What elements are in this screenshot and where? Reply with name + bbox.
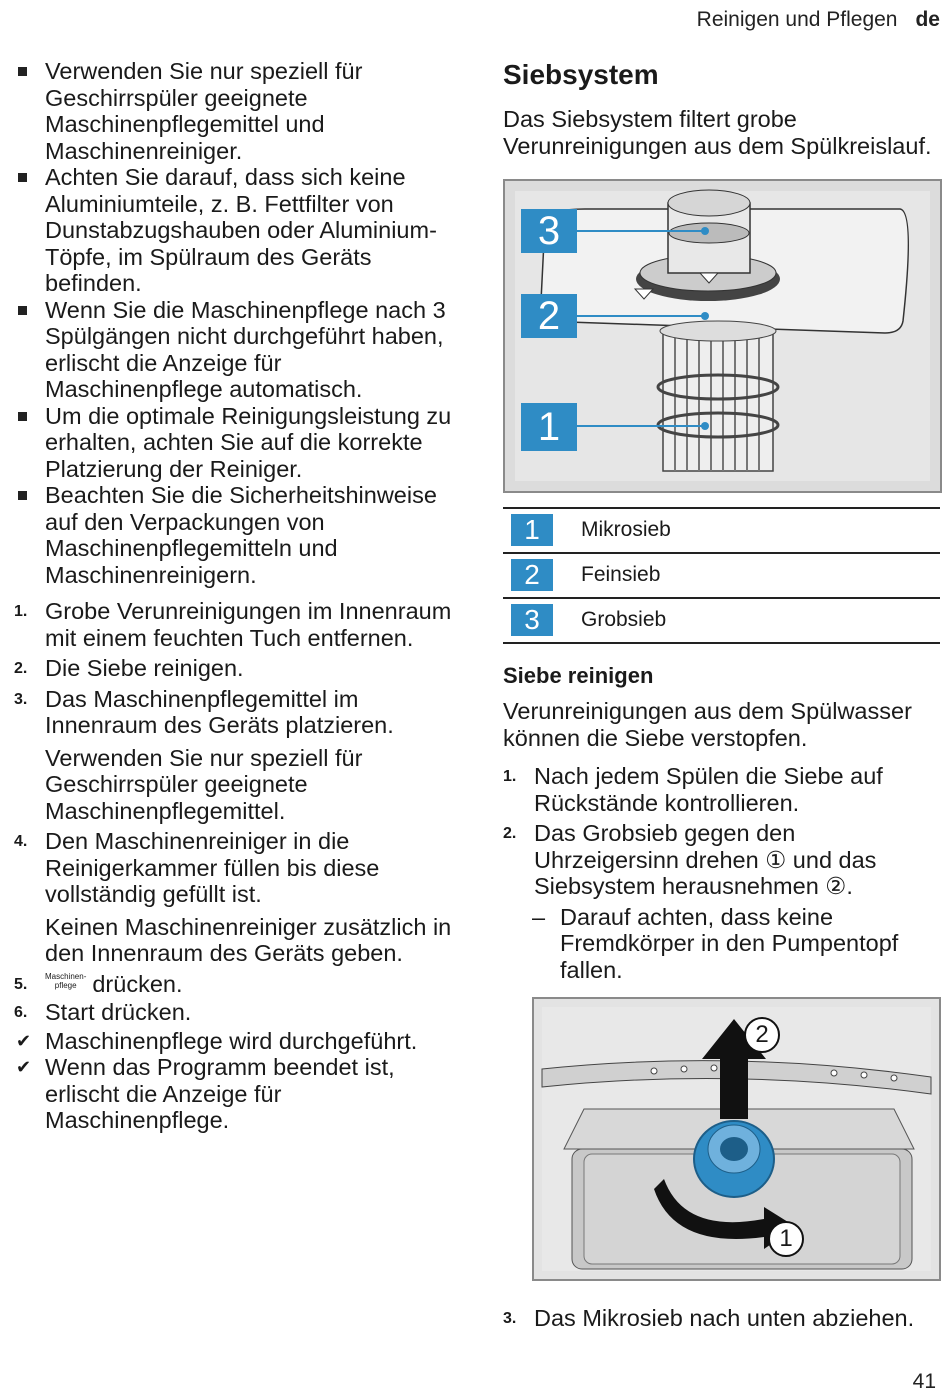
legend-label: Feinsieb <box>581 553 940 598</box>
square-bullet-icon <box>18 67 27 76</box>
checkmark-icon: ✔ <box>16 1030 32 1051</box>
bullet-item: Verwenden Sie nur speziell für Geschirrspüler geeignete Maschinenpflegemittel und Maschinenreiniger. <box>14 58 454 164</box>
language-code: de <box>915 8 940 31</box>
step-item: 1. Grobe Verunreinigungen im Innenraum mit einem feuchten Tuch entfernen. <box>14 598 452 651</box>
left-column <box>14 58 454 1134</box>
step-item: 6. Start drücken. <box>14 999 192 1025</box>
table-row <box>503 508 940 553</box>
section-heading: Siebsystem <box>503 59 659 90</box>
legend-number: 2 <box>511 559 553 591</box>
table-row <box>503 553 940 598</box>
square-bullet-icon <box>18 412 27 421</box>
step-item: 4. Den Maschinenreiniger in die Reinigerkammer füllen bis diese vollständig gefüllt ist. <box>14 828 380 907</box>
callout-1: 1 <box>521 403 577 451</box>
step-item: 1. Nach jedem Spülen die Siebe auf Rückstände kontrollieren. <box>503 763 883 816</box>
section-title: Reinigen und Pflegen <box>696 8 898 31</box>
bullet-item: Wenn Sie die Maschinenpflege nach 3 Spülgängen nicht durchgeführt haben, erlischt die Anzeige für Maschinenpflege automatisch. <box>14 297 454 403</box>
checkmark-icon: ✔ <box>16 1057 32 1077</box>
step-note: Keinen Maschinenreiniger zusätzlich in den Innenraum des Geräts geben. <box>45 913 452 966</box>
legend-number: 3 <box>511 604 553 636</box>
step-note: Verwenden Sie nur speziell für Geschirrspüler geeignete Maschinenpflegemittel. <box>45 744 363 824</box>
marker-2: 2 <box>755 1021 769 1048</box>
result-item: ✔ Wenn das Programm beendet ist, erlischt die Anzeige für Maschinenpflege. <box>16 1054 395 1133</box>
legend-table <box>503 507 940 644</box>
legend-label: Grobsieb <box>581 598 940 643</box>
subsection-intro: Verunreinigungen aus dem Spülwasser können die Siebe verstopfen. <box>503 698 912 751</box>
square-bullet-icon <box>18 306 27 315</box>
sub-instruction: – Darauf achten, dass keine Fremdkörper in den Pumpentopf fallen. <box>532 903 899 983</box>
maschinenpflege-button-icon: Maschinen- pflege <box>45 971 87 990</box>
step-item: 5. Maschinen- pflege drücken. <box>14 970 183 997</box>
intro-text: Das Siebsystem filtert grobe Verunreinigungen aus dem Spülkreislauf. <box>503 106 932 159</box>
page-number: 41 <box>912 1370 936 1393</box>
filter-system-illustration <box>503 179 942 493</box>
marker-1: 1 <box>779 1225 793 1252</box>
filter-removal-illustration <box>532 997 941 1281</box>
step-item: 3. Das Mikrosieb nach unten abziehen. <box>503 1305 915 1331</box>
square-bullet-icon <box>18 173 27 182</box>
step-item: 3. Das Maschinenpflegemittel im Innenraum des Geräts platzieren. <box>14 685 394 738</box>
callout-3: 3 <box>521 209 577 253</box>
callout-2: 2 <box>521 294 577 338</box>
bullet-item: Achten Sie darauf, dass sich keine Aluminiumteile, z. B. Fettfilter von Dunstabzugshauben oder Aluminium-Töpfe, im Spülraum des Geräts befinden. <box>14 164 454 297</box>
square-bullet-icon <box>18 491 27 500</box>
right-column <box>503 58 943 1332</box>
step-item: 2. Die Siebe reinigen. <box>14 655 244 681</box>
legend-label: Mikrosieb <box>581 508 940 553</box>
bullet-item: Beachten Sie die Sicherheitshinweise auf den Verpackungen von Maschinenpflegemitteln und Maschinenreinigern. <box>14 482 454 588</box>
bullet-item: Um die optimale Reinigungsleistung zu erhalten, achten Sie auf die korrekte Platzierung der Reiniger. <box>14 403 454 483</box>
legend-number: 1 <box>511 514 553 546</box>
table-row <box>503 598 940 643</box>
subsection-heading: Siebe reinigen <box>503 663 654 688</box>
page-header <box>697 8 940 32</box>
step-item: 2. Das Grobsieb gegen den Uhrzeigersinn drehen ① und das Siebsystem herausnehmen ②. <box>503 820 877 899</box>
result-item: ✔ Maschinenpflege wird durchgeführt. <box>16 1027 418 1054</box>
